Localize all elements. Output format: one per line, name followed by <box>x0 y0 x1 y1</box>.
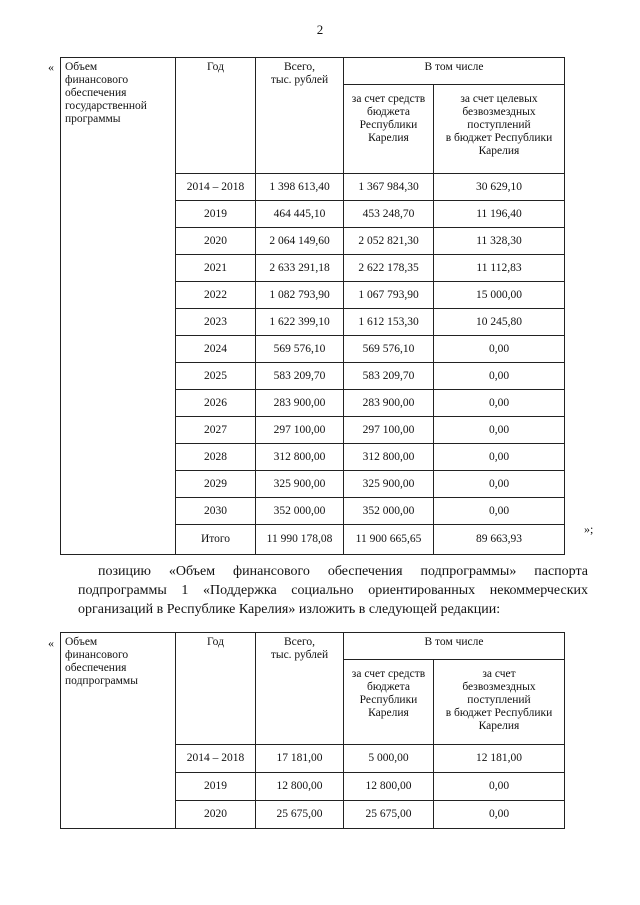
table-row: 2028 312 800,00 312 800,00 0,00 <box>61 444 565 471</box>
program-funding-table <box>60 57 565 555</box>
table-row: 2021 2 633 291,18 2 622 178,35 11 112,83 <box>61 255 565 282</box>
table-total-row: Итого 11 990 178,08 11 900 665,65 89 663,93 <box>61 525 565 555</box>
table-row: 2030 352 000,00 352 000,00 0,00 <box>61 498 565 525</box>
program-funding-label: Объем финансового обеспечения государственной программы <box>61 58 176 555</box>
table-row: 2020 2 064 149,60 2 052 821,30 11 328,30 <box>61 228 565 255</box>
col-budget-header: за счет средств бюджета Республики Карелия <box>344 85 434 174</box>
table-row: 2026 283 900,00 283 900,00 0,00 <box>61 390 565 417</box>
col-grants-header: за счет целевых безвозмездных поступлений в бюджет Республики Карелия <box>434 85 565 174</box>
table-row: 2027 297 100,00 297 100,00 0,00 <box>61 417 565 444</box>
col-budget-header: за счет средств бюджета Республики Карелия <box>344 660 434 745</box>
table-row: 2014 – 2018 1 398 613,40 1 367 984,30 30 629,10 <box>61 174 565 201</box>
col-including-header: В том числе <box>344 58 565 85</box>
col-year-header: Год <box>176 633 256 745</box>
table-row: 2019 12 800,00 12 800,00 0,00 <box>61 773 565 801</box>
table-row: 2029 325 900,00 325 900,00 0,00 <box>61 471 565 498</box>
col-total-header: Всего, тыс. рублей <box>256 633 344 745</box>
col-including-header: В том числе <box>344 633 565 660</box>
page-number: 2 <box>316 22 324 37</box>
table-row: 2025 583 209,70 583 209,70 0,00 <box>61 363 565 390</box>
table-row: 2020 25 675,00 25 675,00 0,00 <box>61 801 565 829</box>
col-year-header: Год <box>176 58 256 174</box>
amendment-paragraph: позицию «Объем финансового обеспечения подпрограммы» паспорта подпрограммы 1 «Поддержка социально ориентированных некоммерческих организаций в Республике Карелия» изложить в следующей редакции: <box>78 564 588 617</box>
col-grants-header: за счет безвозмездных поступлений в бюджет Республики Карелия <box>434 660 565 745</box>
table-row: 2014 – 2018 17 181,00 5 000,00 12 181,00 <box>61 745 565 773</box>
table-row: 2022 1 082 793,90 1 067 793,90 15 000,00 <box>61 282 565 309</box>
col-total-header: Всего, тыс. рублей <box>256 58 344 174</box>
open-quote-1: « <box>48 60 54 74</box>
subprogram-funding-table <box>60 632 565 829</box>
table-row: 2024 569 576,10 569 576,10 0,00 <box>61 336 565 363</box>
open-quote-2: « <box>48 636 54 650</box>
table-row: 2019 464 445,10 453 248,70 11 196,40 <box>61 201 565 228</box>
subprogram-funding-label: Объем финансового обеспечения подпрограммы <box>61 633 176 829</box>
close-quote-1: »; <box>584 522 594 536</box>
table-row: 2023 1 622 399,10 1 612 153,30 10 245,80 <box>61 309 565 336</box>
